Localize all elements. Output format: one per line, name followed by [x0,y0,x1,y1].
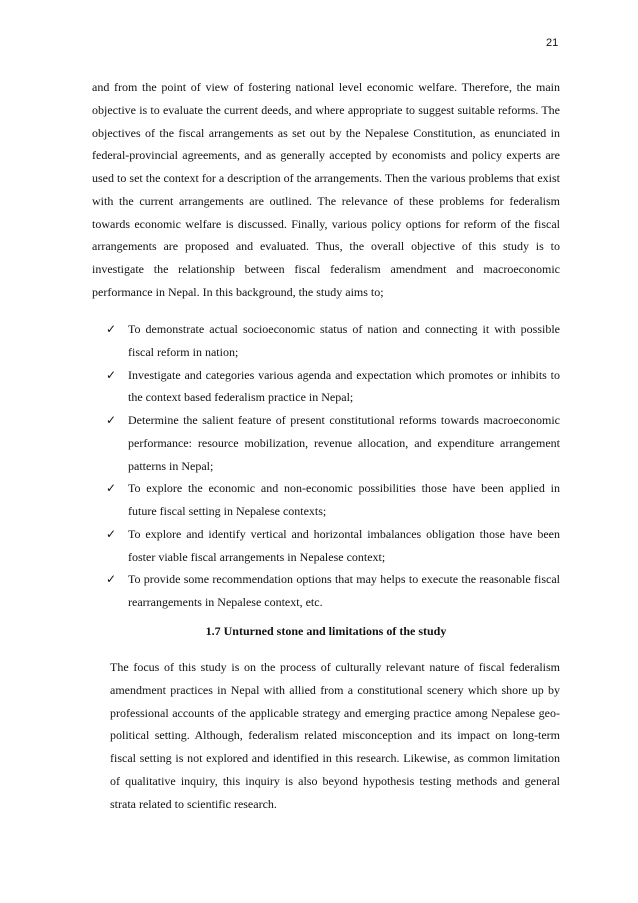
checkmark-icon: ✓ [106,481,117,496]
list-item [92,477,560,523]
checkmark-icon: ✓ [106,572,117,587]
section-heading: 1.7 Unturned stone and limitations of the study [205,624,447,638]
intro-paragraph: and from the point of view of fostering national level economic welfare. Therefore, the main objective is to evaluate the current deeds, and where appropriate to suggest suitable reforms. The objectives of the fiscal arrangements as set out by the Nepalese Constitution, as enunciated in federal-provincial agreements, and as generally accepted by economists and policy experts are used to set the context for a description of the arrangements. Then the various problems that exist with the current arrangements are outlined. The relevance of these problems for federalism towards economic welfare is discussed. Finally, various policy options for reform of the fiscal arrangements are proposed and evaluated. Thus, the overall objective of this study is to investigate the relationship between fiscal federalism amendment and macroeconomic performance in Nepal. In this background, the study aims to; [92,80,560,299]
list-item-text: To explore the economic and non-economic possibilities those have been applied in future fiscal setting in Nepalese contexts; [128,481,560,518]
list-item-text: To explore and identify vertical and horizontal imbalances obligation those have been foster viable fiscal arrangements in Nepalese context; [128,526,560,564]
page-number: 21 [546,37,559,49]
list-item-text: Determine the salient feature of present constitutional reforms towards macroeconomic performance: resource mobilization, revenue allocation, and expenditure arrangement patterns in Nepal; [128,413,560,473]
list-item [92,523,560,569]
list-item [92,568,560,614]
list-item [92,318,560,364]
checkmark-icon: ✓ [106,413,117,427]
checkmark-icon: ✓ [106,322,117,336]
list-item-text: Investigate and categories various agenda and expectation which promotes or inhibits to the context based federalism practice in Nepal; [128,367,560,405]
checkmark-icon: ✓ [106,526,117,541]
list-item-text: To provide some recommendation options that may helps to execute the reasonable fiscal rearrangements in Nepalese context, etc. [128,572,560,609]
checkmark-icon: ✓ [106,367,117,382]
list-item [92,364,560,410]
focus-paragraph: The focus of this study is on the process of culturally relevant nature of fiscal federalism amendment practices in Nepal with allied from a constitutional scenery which shore up by professional accounts of the applicable strategy and emerging practice among Nepalese geo-political setting. Although, federalism related misconception and its impact on long-term fiscal setting is not explored and identified in this research. Likewise, as common limitation of qualitative inquiry, this inquiry is also beyond hypothesis testing methods and general strata related to scientific research. [110,660,560,811]
list-item [92,409,560,477]
objectives-list [92,318,560,614]
list-item-text: To demonstrate actual socioeconomic status of nation and connecting it with possible fiscal reform in nation; [128,322,560,359]
